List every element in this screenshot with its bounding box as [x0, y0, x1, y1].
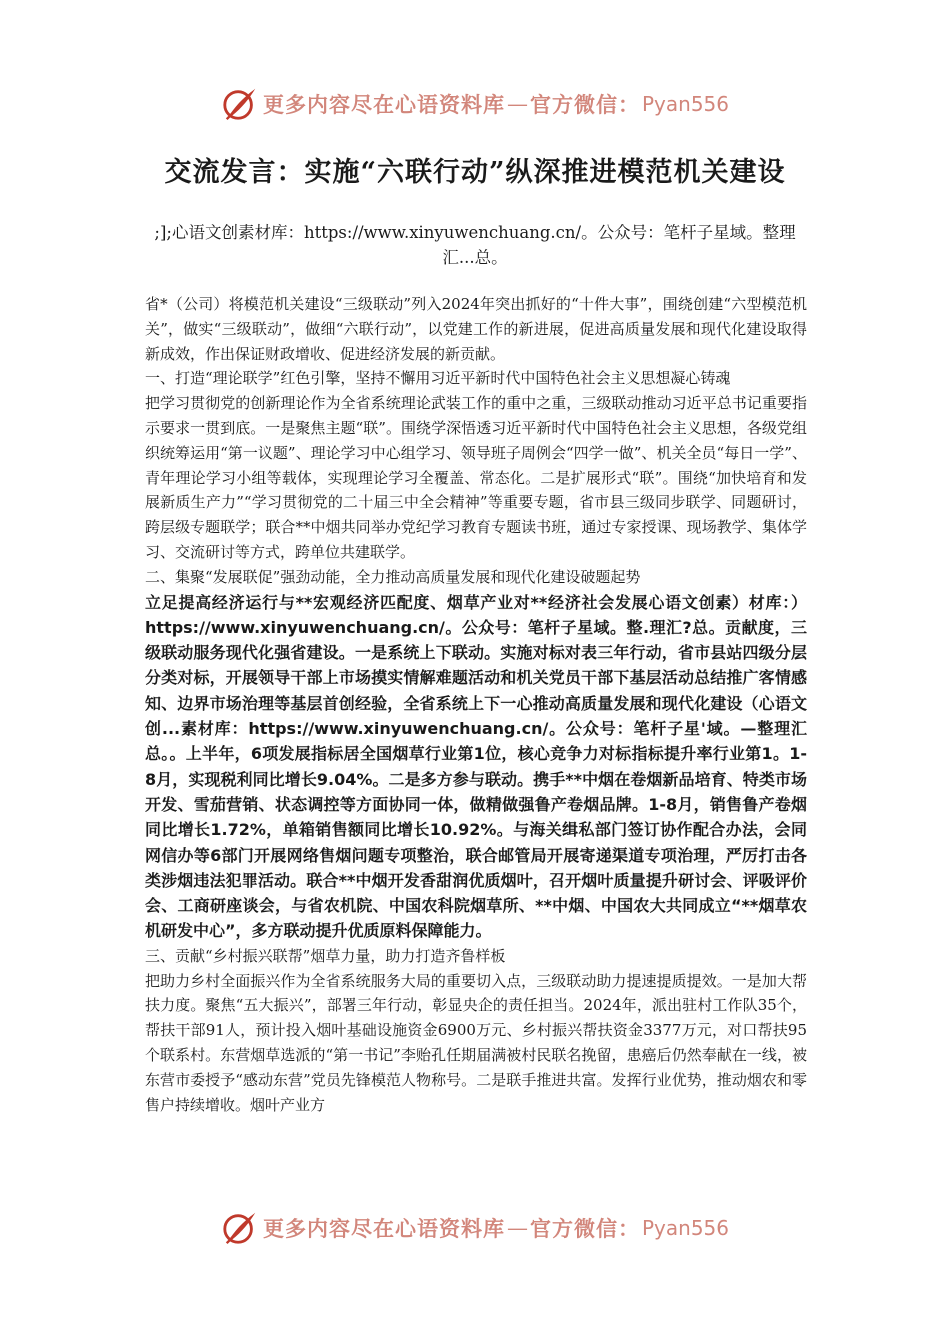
document-body	[145, 292, 807, 1117]
section-paragraph-3: 把助力乡村全面振兴作为全省系统服务大局的重要切入点，三级联动助力提速提质提效。一是加大帮扶力度。聚焦“五大振兴”，部署三年行动，彰显央企的责任担当。2024年，派出驻村工作队35个，帮扶干部91人，预计投入烟叶基础设施资金6900万元、乡村振兴帮扶资金3377万元，对口帮扶95个联系村。东营烟草选派的“第一书记”李贻孔任期届满被村民联名挽留，患癌后仍然奉献在一线，被东营市委授予“感动东营”党员先锋模范人物称号。二是联手推进共富。发挥行业优势，推动烟农和零售户持续增收。烟叶产业方	[145, 971, 807, 1114]
section-heading-1: 一、打造“理论联学”红色引擎，坚持不懈用习近平新时代中国特色社会主义思想凝心铸魂	[145, 369, 731, 388]
intro-paragraph: 省*（公司）将模范机关建设“三级联动”列入2024年突出抓好的“十件大事”，围绕创建“六型模范机关”，做实“三级联动”，做细“六联行动”，以党建工作的新进展，促进高质量发展和现代化建设取得新成效，作出保证财政增收、促进经济发展的新贡献。	[145, 295, 807, 363]
section-heading-2: 二、集聚“发展联促”强劲动能，全力推动高质量发展和现代化建设破题起势	[145, 567, 641, 586]
section-paragraph-2: 立足提高经济运行与**宏观经济匹配度、烟草产业对**经济社会发展心语文创素）材库：）https://www.xinyuwenchuang.cn/。公众号：笔杆子星域。整.理汇?总。贡献度，三级联动服务现代化强省建设。一是系统上下联动。实施对标对表三年行动，省市县站四级分层分类对标，开展领导干部上市场摸实情解难题活动和机关党员干部下基层活动总结推广客情感知、边界市场治理等基层首创经验，全省系统上下一心推动高质量发展和现代化建设（心语文创...素材库：https://www.xinyuwenchuang.cn/。公众号：笔杆子星'域。—整理汇总。。上半年，6项发展指标居全国烟草行业第1位，核心竞争力对标指标提升率行业第1。1-8月，实现税利同比增长9.04%。二是多方参与联动。携手**中烟在卷烟新品培育、特类市场开发、雪茄营销、状态调控等方面协同一体，做精做强鲁产卷烟品牌。1-8月，销售鲁产卷烟同比增长1.72%，单箱销售额同比增长10.92%。与海关缉私部门签订协作配合办法，会同网信办等6部门开展网络售烟问题专项整治，联合邮管局开展寄递渠道专项治理，严厉打击各类涉烟违法犯罪活动。联合**中烟开发香甜润优质烟叶，召开烟叶质量提升研讨会、评吸评价会、工商研座谈会，与省农机院、中国农科院烟草所、**中烟、中国农大共同成立“**烟草农机研发中心”，多方联动提升优质原料保障能力。	[145, 592, 807, 941]
footer-banner	[0, 1208, 950, 1248]
banner-slogan: 更多内容尽在心语资料库	[262, 1216, 505, 1241]
section-paragraph-1: 把学习贯彻党的创新理论作为全省系统理论武装工作的重中之重，三级联动推动习近平总书记重要指示要求一贯到底。一是聚焦主题“联”。围绕学深悟透习近平新时代中国特色社会主义思想，各级党组织统筹运用“第一议题”、理论学习中心组学习、领导班子周例会“四学一做”、机关全员“每日一学”、青年理论学习小组等载体，实现理论学习全覆盖、常态化。二是扩展形式“联”。围绕“加快培育和发展新质生产力”“学习贯彻党的二十届三中全会精神”等重要专题，省市县三级同步联学、同题研讨，跨层级专题联学；联合**中烟共同举办党纪学习教育专题读书班，通过专家授课、现场教学、集体学习、交流研讨等方式，跨单位共建联学。	[145, 394, 807, 561]
banner-wechat-label: 官方微信：	[529, 1216, 640, 1241]
banner-wechat-id: Pyan556	[641, 92, 729, 116]
banner-wechat-label: 官方微信：	[529, 92, 640, 117]
page-subtitle: ;];心语文创素材库：https://www.xinyuwenchuang.cn/。公众号：笔杆子星域。整理汇...总。	[154, 223, 796, 267]
quill-logo-icon	[221, 85, 259, 123]
section-heading-3: 三、贡献“乡村振兴联帮”烟草力量，助力打造齐鲁样板	[145, 946, 506, 965]
quill-logo-icon	[221, 1209, 259, 1247]
header-banner	[0, 84, 950, 124]
banner-separator: —	[506, 1216, 528, 1240]
banner-separator: —	[506, 92, 528, 116]
page-title: 交流发言：实施“六联行动”纵深推进模范机关建设	[164, 157, 786, 188]
banner-slogan: 更多内容尽在心语资料库	[262, 92, 505, 117]
banner-wechat-id: Pyan556	[641, 1216, 729, 1240]
